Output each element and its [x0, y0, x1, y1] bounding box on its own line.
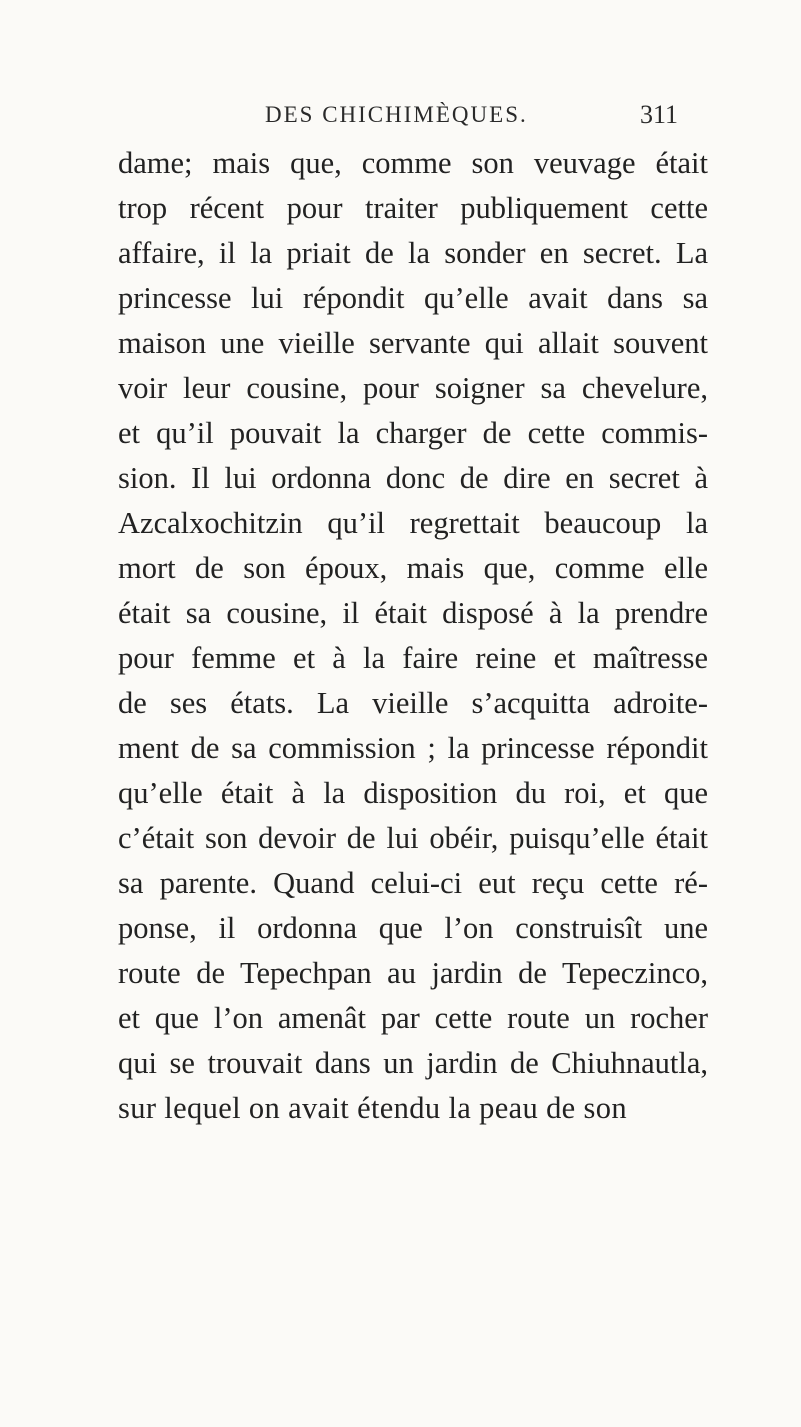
text-line: sion. Il lui ordonna donc de dire en secret à — [118, 461, 708, 495]
text-line: qu’elle était à la disposition du roi, et que — [118, 776, 708, 810]
text-line: affaire, il la priait de la sonder en secret. La — [118, 236, 708, 270]
text-line: pour femme et à la faire reine et maîtresse — [118, 641, 708, 675]
text-line: et que l’on amenât par cette route un rocher — [118, 1001, 708, 1035]
text-line: était sa cousine, il était disposé à la prendre — [118, 596, 708, 630]
text-line: de ses états. La vieille s’acquitta adroite- — [118, 686, 708, 720]
text-line: voir leur cousine, pour soigner sa chevelure, — [118, 371, 708, 405]
text-line: maison une vieille servante qui allait souvent — [118, 326, 708, 360]
text-line: sa parente. Quand celui-ci eut reçu cette ré- — [118, 866, 708, 900]
text-line: qui se trouvait dans un jardin de Chiuhnautla, — [118, 1046, 708, 1080]
text-line: trop récent pour traiter publiquement cette — [118, 191, 708, 225]
text-line: mort de son époux, mais que, comme elle — [118, 551, 708, 585]
text-line: c’était son devoir de lui obéir, puisqu’elle était — [118, 821, 708, 855]
page-number: 311 — [640, 100, 679, 129]
text-line: ponse, il ordonna que l’on construisît une — [118, 911, 708, 945]
text-line: ment de sa commission ; la princesse répondit — [118, 731, 708, 765]
running-title: DES CHICHIMÈQUES. — [265, 102, 528, 127]
text-line: sur lequel on avait étendu la peau de son — [118, 1091, 627, 1125]
text-line: et qu’il pouvait la charger de cette commis- — [118, 416, 708, 450]
text-line: route de Tepechpan au jardin de Tepeczinco, — [118, 956, 708, 990]
text-line: princesse lui répondit qu’elle avait dans sa — [118, 281, 708, 315]
text-line: Azcalxochitzin qu’il regrettait beaucoup la — [118, 506, 708, 540]
body-text — [118, 141, 708, 1131]
text-line: dame; mais que, comme son veuvage était — [118, 146, 708, 180]
